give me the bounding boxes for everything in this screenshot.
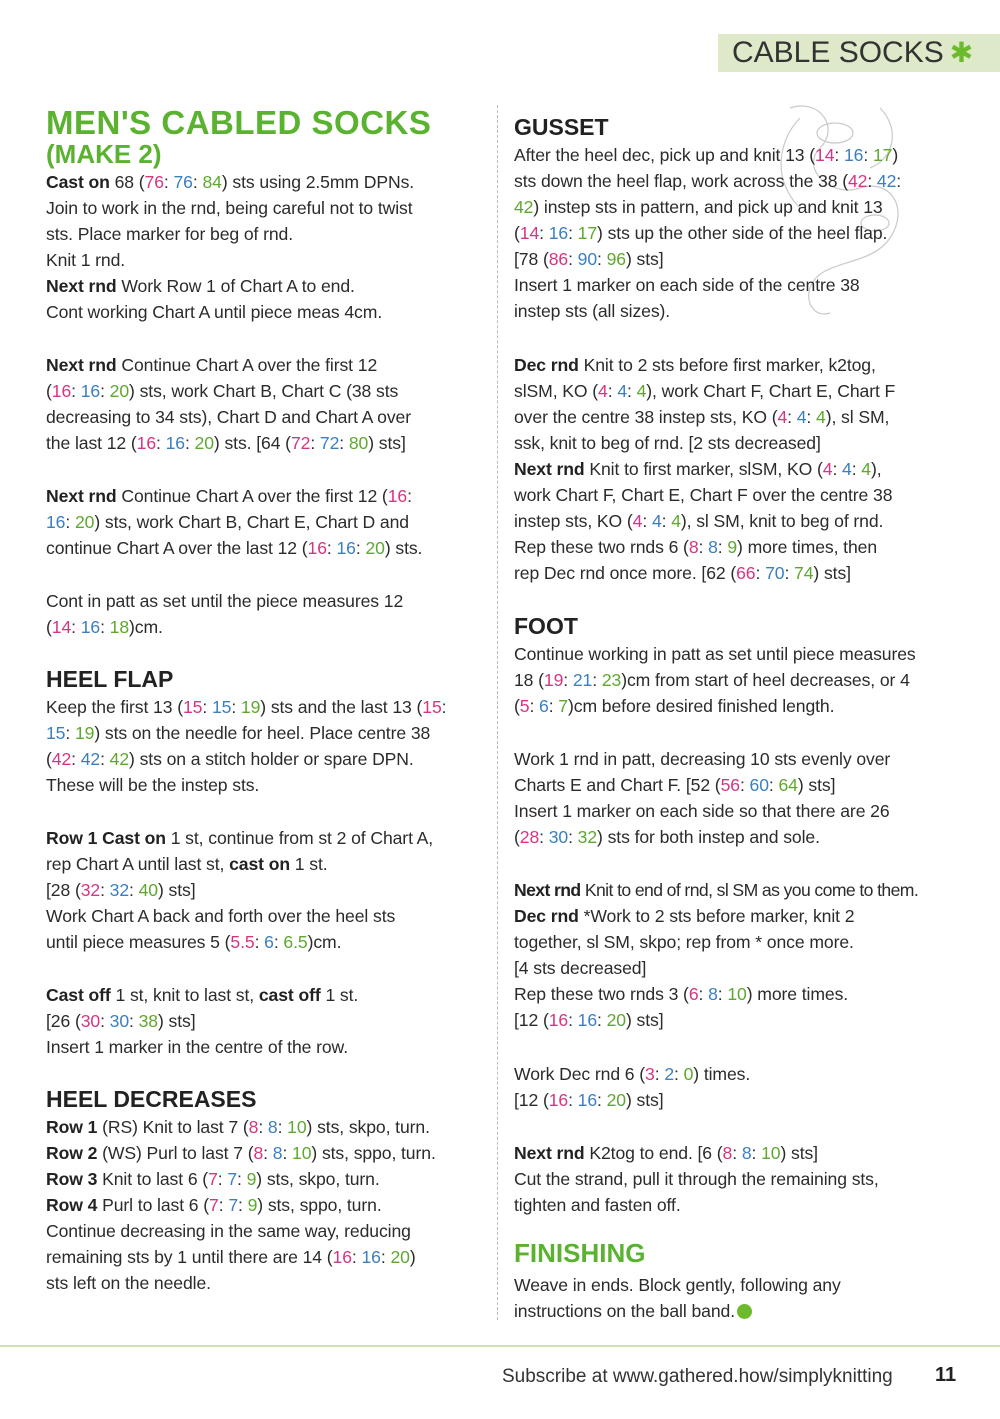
text-line: 15: 19) sts on the needle for heel. Place centre 38	[46, 723, 431, 743]
text-line: instructions on the ball band.	[514, 1301, 752, 1322]
text-line: Keep the first 13 (15: 15: 19) sts and the last 13 (15:	[46, 697, 447, 717]
text-line: [78 (86: 90: 96) sts]	[514, 249, 664, 269]
text-line: instep sts (all sizes).	[514, 301, 671, 321]
text-line: [12 (16: 16: 20) sts]	[514, 1010, 664, 1030]
text-line: Cont working Chart A until piece meas 4cm.	[46, 302, 383, 322]
text-line: together, sl SM, skpo; rep from * once more.	[514, 932, 854, 952]
clover-icon: ✱	[949, 37, 974, 68]
text-line: (42: 42: 42) sts on a stitch holder or spare DPN.	[46, 749, 414, 769]
text-line: Charts E and Chart F. [52 (56: 60: 64) sts]	[514, 775, 836, 795]
text-line: slSM, KO (4: 4: 4), work Chart F, Chart E, Chart F	[514, 381, 896, 401]
text-line: Continue working in patt as set until piece measures	[514, 644, 916, 664]
text-line: Dec rnd Knit to 2 sts before first marker, k2tog,	[514, 355, 876, 375]
text-line: decreasing to 34 sts), Chart D and Chart A over	[46, 407, 411, 427]
text-line: 42) instep sts in pattern, and pick up and knit 13	[514, 197, 883, 217]
text-line: [4 sts decreased]	[514, 958, 647, 978]
heading-heel-decreases: HEEL DECREASES	[46, 1086, 257, 1112]
text-line: Weave in ends. Block gently, following any	[514, 1275, 841, 1295]
text-line: ssk, knit to beg of rnd. [2 sts decreased]	[514, 433, 821, 453]
text-line: These will be the instep sts.	[46, 775, 260, 795]
yarn-ball-icon	[737, 1304, 752, 1319]
text-line: Work 1 rnd in patt, decreasing 10 sts evenly over	[514, 749, 891, 769]
text-line: 16: 20) sts, work Chart B, Chart E, Chart D and	[46, 512, 409, 532]
text-line: continue Chart A over the last 12 (16: 16: 20) sts.	[46, 538, 423, 558]
text-line: Next rnd Knit to end of rnd, sl SM as you come to them.	[514, 880, 919, 900]
text-line: Next rnd Continue Chart A over the first 12 (16:	[46, 486, 412, 506]
text-line: Knit 1 rnd.	[46, 250, 126, 270]
text-line: [12 (16: 16: 20) sts]	[514, 1090, 664, 1110]
page-subtitle: (MAKE 2)	[46, 139, 162, 169]
text-line: Row 4 Purl to last 6 (7: 7: 9) sts, sppo, turn.	[46, 1195, 382, 1215]
text-line: sts down the heel flap, work across the 38 (42: 42:	[514, 171, 902, 191]
heading-gusset: GUSSET	[514, 114, 609, 140]
text-line: Cut the strand, pull it through the remaining sts,	[514, 1169, 879, 1189]
section-tag: CABLE SOCKS ✱	[718, 34, 1000, 72]
text-line: work Chart F, Chart E, Chart F over the centre 38	[514, 485, 893, 505]
text-line: the last 12 (16: 16: 20) sts. [64 (72: 72: 80) sts]	[46, 433, 406, 453]
text-line: Row 1 (RS) Knit to last 7 (8: 8: 10) sts, skpo, turn.	[46, 1117, 430, 1137]
column-divider	[497, 105, 498, 1320]
text-line: Rep these two rnds 3 (6: 8: 10) more times.	[514, 984, 849, 1004]
text-line: sts left on the needle.	[46, 1273, 211, 1293]
text-line: Cast on 68 (76: 76: 84) sts using 2.5mm DPNs.	[46, 172, 415, 192]
text-line: (14: 16: 17) sts up the other side of the heel flap.	[514, 223, 888, 243]
text-line: rep Dec rnd once more. [62 (66: 70: 74) sts]	[514, 563, 851, 583]
page-number: 11	[935, 1364, 957, 1386]
text-line: Join to work in the rnd, being careful not to twist	[46, 198, 413, 218]
text-line: remaining sts by 1 until there are 14 (16: 16: 20)	[46, 1247, 416, 1267]
text-line: Row 1 Cast on 1 st, continue from st 2 of Chart A,	[46, 828, 434, 848]
text-line: over the centre 38 instep sts, KO (4: 4: 4), sl SM,	[514, 407, 890, 427]
text-line: Row 3 Knit to last 6 (7: 7: 9) sts, skpo, turn.	[46, 1169, 380, 1189]
text-line: (5: 6: 7)cm before desired finished length.	[514, 696, 835, 716]
text-line: Cast off 1 st, knit to last st, cast off 1 st.	[46, 985, 359, 1005]
text-line: Next rnd Knit to first marker, slSM, KO (4: 4: 4),	[514, 459, 882, 479]
text-line: Insert 1 marker on each side of the centre 38	[514, 275, 860, 295]
text-line: Next rnd Continue Chart A over the first 12	[46, 355, 378, 375]
text-line: rep Chart A until last st, cast on 1 st.	[46, 854, 328, 874]
heading-finishing: FINISHING	[514, 1238, 646, 1268]
text-line: [26 (30: 30: 38) sts]	[46, 1011, 196, 1031]
text-line: Row 2 (WS) Purl to last 7 (8: 8: 10) sts, sppo, turn.	[46, 1143, 436, 1163]
text-line: [28 (32: 32: 40) sts]	[46, 880, 196, 900]
text-line: sts. Place marker for beg of rnd.	[46, 224, 294, 244]
text-line: Next rnd Work Row 1 of Chart A to end.	[46, 276, 355, 296]
text-line: Cont in patt as set until the piece measures 12	[46, 591, 404, 611]
text-line: Insert 1 marker on each side so that there are 26	[514, 801, 890, 821]
text-line: Next rnd K2tog to end. [6 (8: 8: 10) sts]	[514, 1143, 818, 1163]
subscribe-link[interactable]: Subscribe at www.gathered.how/simplyknitting	[502, 1366, 893, 1387]
text-line: Insert 1 marker in the centre of the row.	[46, 1037, 348, 1057]
text-line: (16: 16: 20) sts, work Chart B, Chart C (38 sts	[46, 381, 399, 401]
text-line: Work Dec rnd 6 (3: 2: 0) times.	[514, 1064, 751, 1084]
text-line: Dec rnd *Work to 2 sts before marker, knit 2	[514, 906, 855, 926]
heading-heel-flap: HEEL FLAP	[46, 666, 174, 692]
text-line: until piece measures 5 (5.5: 6: 6.5)cm.	[46, 932, 342, 952]
text-line: Work Chart A back and forth over the heel sts	[46, 906, 396, 926]
page-title: MEN'S CABLED SOCKS	[46, 104, 432, 141]
text-line: tighten and fasten off.	[514, 1195, 681, 1215]
heading-foot: FOOT	[514, 613, 578, 639]
text-line: Rep these two rnds 6 (8: 8: 9) more times, then	[514, 537, 878, 557]
text-line: Continue decreasing in the same way, reducing	[46, 1221, 411, 1241]
text-line: 18 (19: 21: 23)cm from start of heel decreases, or 4	[514, 670, 910, 690]
text-line: (14: 16: 18)cm.	[46, 617, 163, 637]
text-line: instep sts, KO (4: 4: 4), sl SM, knit to beg of rnd.	[514, 511, 884, 531]
footer-rule	[0, 1345, 1000, 1347]
text-line: After the heel dec, pick up and knit 13 (14: 16: 17)	[514, 145, 899, 165]
text-line: (28: 30: 32) sts for both instep and sole.	[514, 827, 820, 847]
